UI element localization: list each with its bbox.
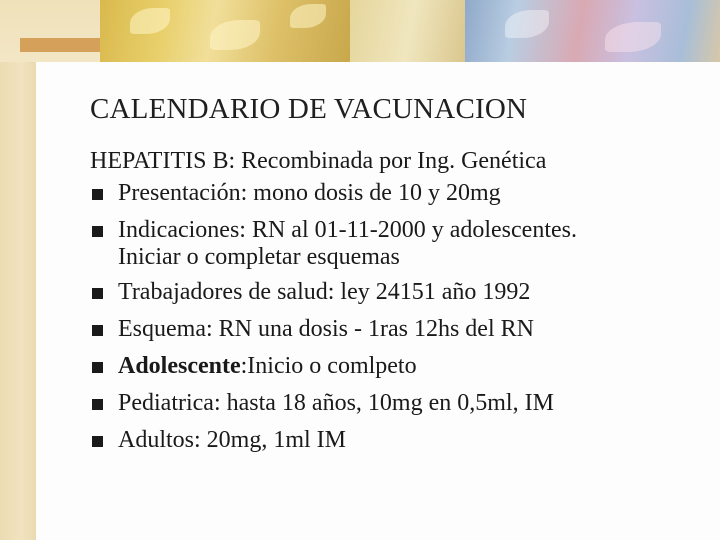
square-bullet-icon bbox=[92, 288, 103, 299]
square-bullet-icon bbox=[92, 399, 103, 410]
list-item-text: Pediatrica: hasta 18 años, 10mg en 0,5ml, IM bbox=[118, 390, 554, 416]
list-item bbox=[90, 425, 705, 455]
list-item bbox=[90, 314, 705, 344]
list-item bbox=[90, 178, 705, 208]
list-item-text: Presentación: mono dosis de 10 y 20mg bbox=[118, 180, 501, 206]
square-bullet-icon bbox=[92, 325, 103, 336]
list-item-text: Trabajadores de salud: ley 24151 año 1992 bbox=[118, 279, 531, 305]
leaf-shape bbox=[290, 4, 326, 28]
list-item-text: :Inicio o comlpeto bbox=[240, 353, 417, 379]
square-bullet-icon bbox=[92, 226, 103, 237]
banner-segment-light bbox=[350, 0, 470, 62]
square-bullet-icon bbox=[92, 436, 103, 447]
square-bullet-icon bbox=[92, 189, 103, 200]
bullet-list bbox=[90, 178, 705, 455]
banner-accent-bar bbox=[20, 38, 100, 52]
list-item bbox=[90, 388, 705, 418]
leaf-shape bbox=[605, 22, 661, 52]
banner-segment-blue-floral bbox=[465, 0, 720, 62]
decorative-banner bbox=[0, 0, 720, 62]
list-item-bold-label: Adolescente bbox=[118, 353, 241, 379]
list-item bbox=[90, 277, 705, 307]
list-item-text: Indicaciones: RN al 01-11-2000 y adolescentes. bbox=[118, 217, 577, 243]
parchment-left-strip bbox=[0, 0, 36, 540]
list-item bbox=[90, 215, 705, 270]
square-bullet-icon bbox=[92, 362, 103, 373]
slide-body bbox=[90, 146, 705, 455]
leaf-shape bbox=[210, 20, 260, 50]
list-item-text: Esquema: RN una dosis - 1ras 12hs del RN bbox=[118, 316, 534, 342]
slide-title: CALENDARIO DE VACUNACION bbox=[90, 93, 528, 125]
leaf-shape bbox=[505, 10, 549, 38]
list-item-text: Adultos: 20mg, 1ml IM bbox=[118, 427, 347, 453]
section-heading: HEPATITIS B: Recombinada por Ing. Genética bbox=[90, 148, 547, 174]
leaf-shape bbox=[130, 8, 170, 34]
list-item-text-continuation: Iniciar o completar esquemas bbox=[118, 244, 400, 270]
list-item bbox=[90, 351, 705, 381]
banner-segment-gold-leaves bbox=[100, 0, 350, 62]
